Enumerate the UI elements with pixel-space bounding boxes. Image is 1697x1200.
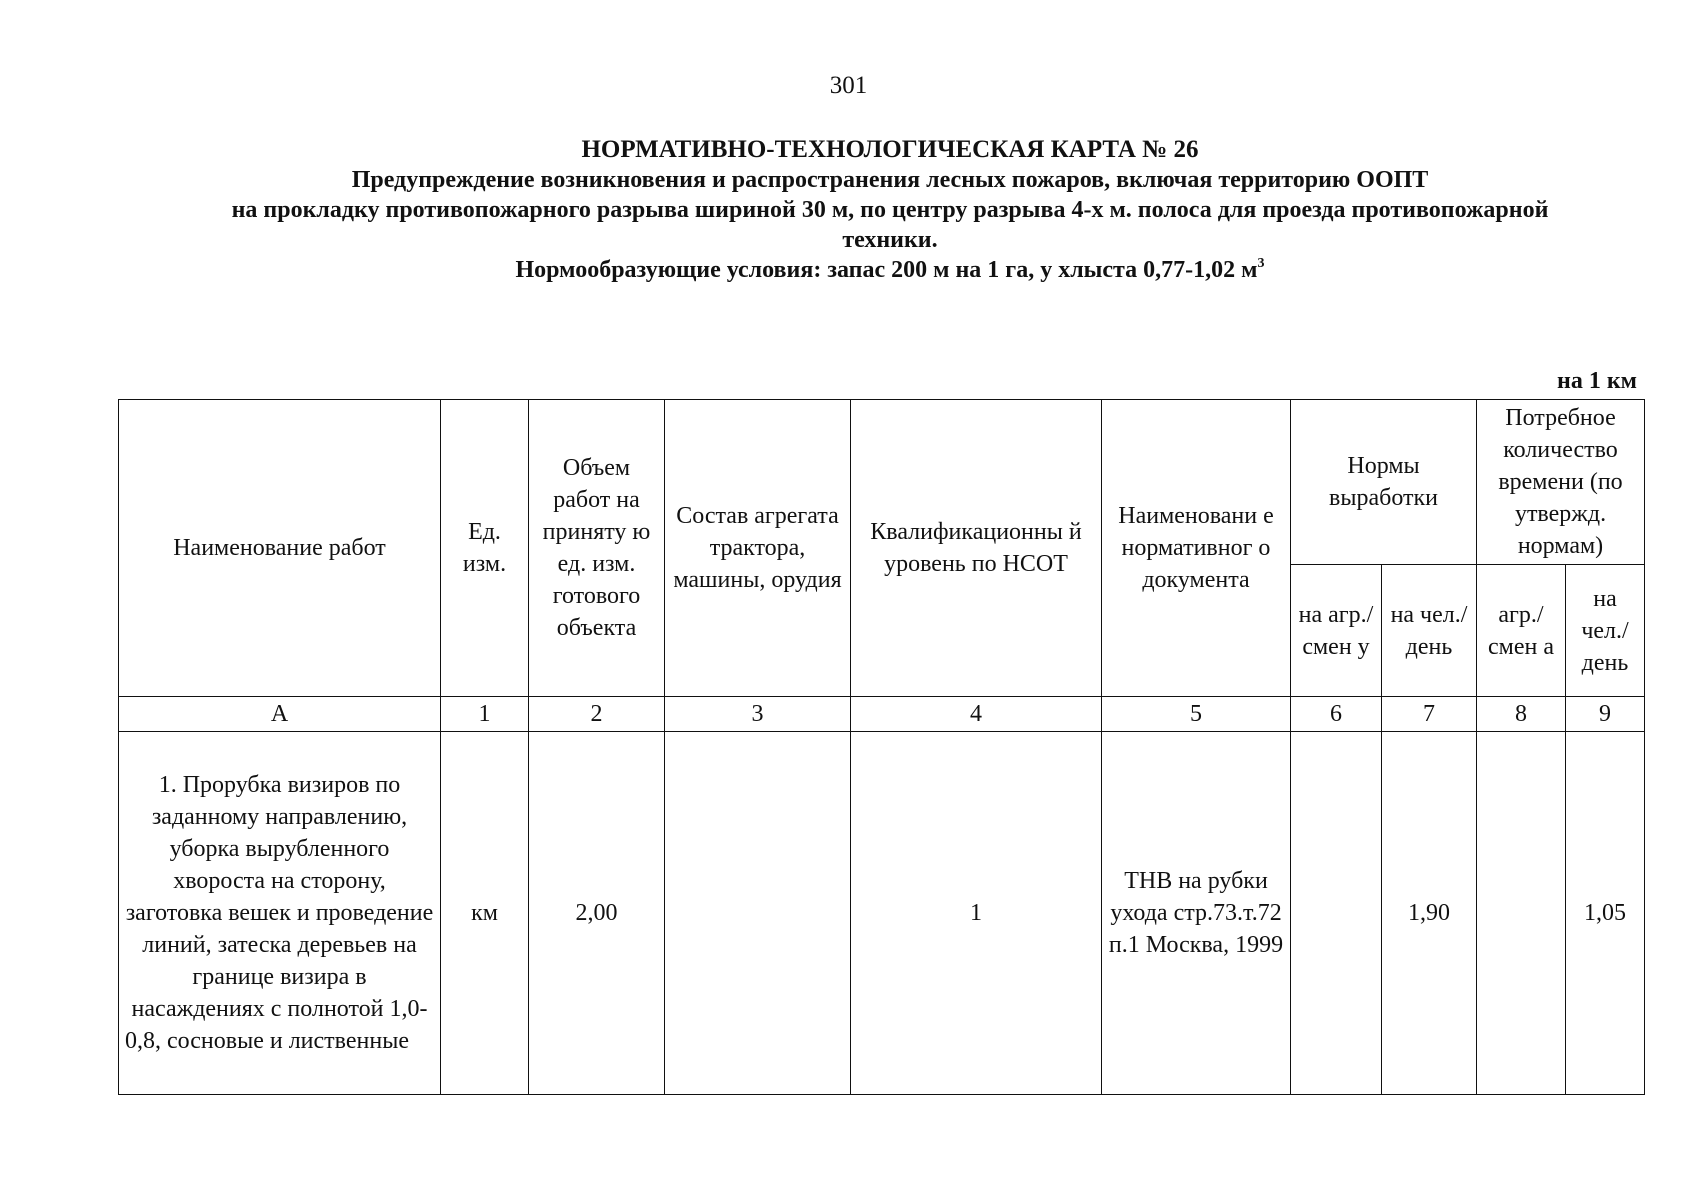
header-output-per-unit: на агр./ смен у <box>1291 565 1382 697</box>
title-line-2: Предупреждение возникновения и распространения лесных пожаров, включая территорию ООПТ <box>351 167 1429 193</box>
cell-work-name: 1. Прорубка визиров по заданному направлению, уборка вырубленного хвороста на сторону, заготовка вешек и проведение линий, затеска деревьев на границе визира в насаждениях с полнотой 1,0-0,8, сосновые и лиственные <box>119 732 441 1095</box>
norms-table <box>118 399 1645 1095</box>
cell-qualification: 1 <box>851 732 1102 1095</box>
column-index: А <box>119 697 441 732</box>
title-line-1: НОРМАТИВНО-ТЕХНОЛОГИЧЕСКАЯ КАРТА № 26 <box>581 136 1199 163</box>
column-index-row <box>119 697 1645 732</box>
header-volume: Объем работ на приняту ю ед. изм. готового объекта <box>529 400 665 697</box>
cell-time-per-unit <box>1477 732 1566 1095</box>
column-index: 6 <box>1291 697 1382 732</box>
cell-document: ТНВ на рубки ухода стр.73.т.72 п.1 Москва, 1999 <box>1102 732 1291 1095</box>
conditions-superscript: 3 <box>1257 256 1265 271</box>
header-output-per-person: на чел./ день <box>1382 565 1477 697</box>
column-index: 2 <box>529 697 665 732</box>
document-title <box>200 135 1580 285</box>
table-row <box>119 732 1645 1095</box>
header-time-per-person: на чел./ день <box>1566 565 1645 697</box>
cell-unit: км <box>441 732 529 1095</box>
cell-aggregate <box>665 732 851 1095</box>
title-line-5 <box>200 255 1580 285</box>
column-index: 4 <box>851 697 1102 732</box>
header-unit: Ед. изм. <box>441 400 529 697</box>
column-index: 3 <box>665 697 851 732</box>
title-line-3: на прокладку противопожарного разрыва шириной 30 м, по центру разрыва 4-х м. полоса для проезда противопожарной <box>231 197 1549 223</box>
header-time-per-unit: агр./ смен а <box>1477 565 1566 697</box>
unit-note: на 1 км <box>1556 368 1637 394</box>
cell-output-per-person: 1,90 <box>1382 732 1477 1095</box>
conditions-text: Нормообразующие условия: запас 200 м на 1 га, у хлыста 0,77-1,02 м <box>515 257 1258 283</box>
cell-volume: 2,00 <box>529 732 665 1095</box>
header-document: Наименовани е нормативног о документа <box>1102 400 1291 697</box>
header-work-name: Наименование работ <box>119 400 441 697</box>
header-row-1 <box>119 400 1645 565</box>
cell-output-per-unit <box>1291 732 1382 1095</box>
header-qualification: Квалификационны й уровень по НСОТ <box>851 400 1102 697</box>
title-line-4: техники. <box>842 227 938 253</box>
column-index: 7 <box>1382 697 1477 732</box>
cell-time-per-person: 1,05 <box>1566 732 1645 1095</box>
column-index: 9 <box>1566 697 1645 732</box>
column-index: 1 <box>441 697 529 732</box>
header-aggregate: Состав агрегата трактора, машины, орудия <box>665 400 851 697</box>
header-output-norms: Нормы выработки <box>1291 400 1477 565</box>
column-index: 5 <box>1102 697 1291 732</box>
page-number: 301 <box>829 72 868 99</box>
header-time-required: Потребное количество времени (по утвержд. нормам) <box>1477 400 1645 565</box>
column-index: 8 <box>1477 697 1566 732</box>
